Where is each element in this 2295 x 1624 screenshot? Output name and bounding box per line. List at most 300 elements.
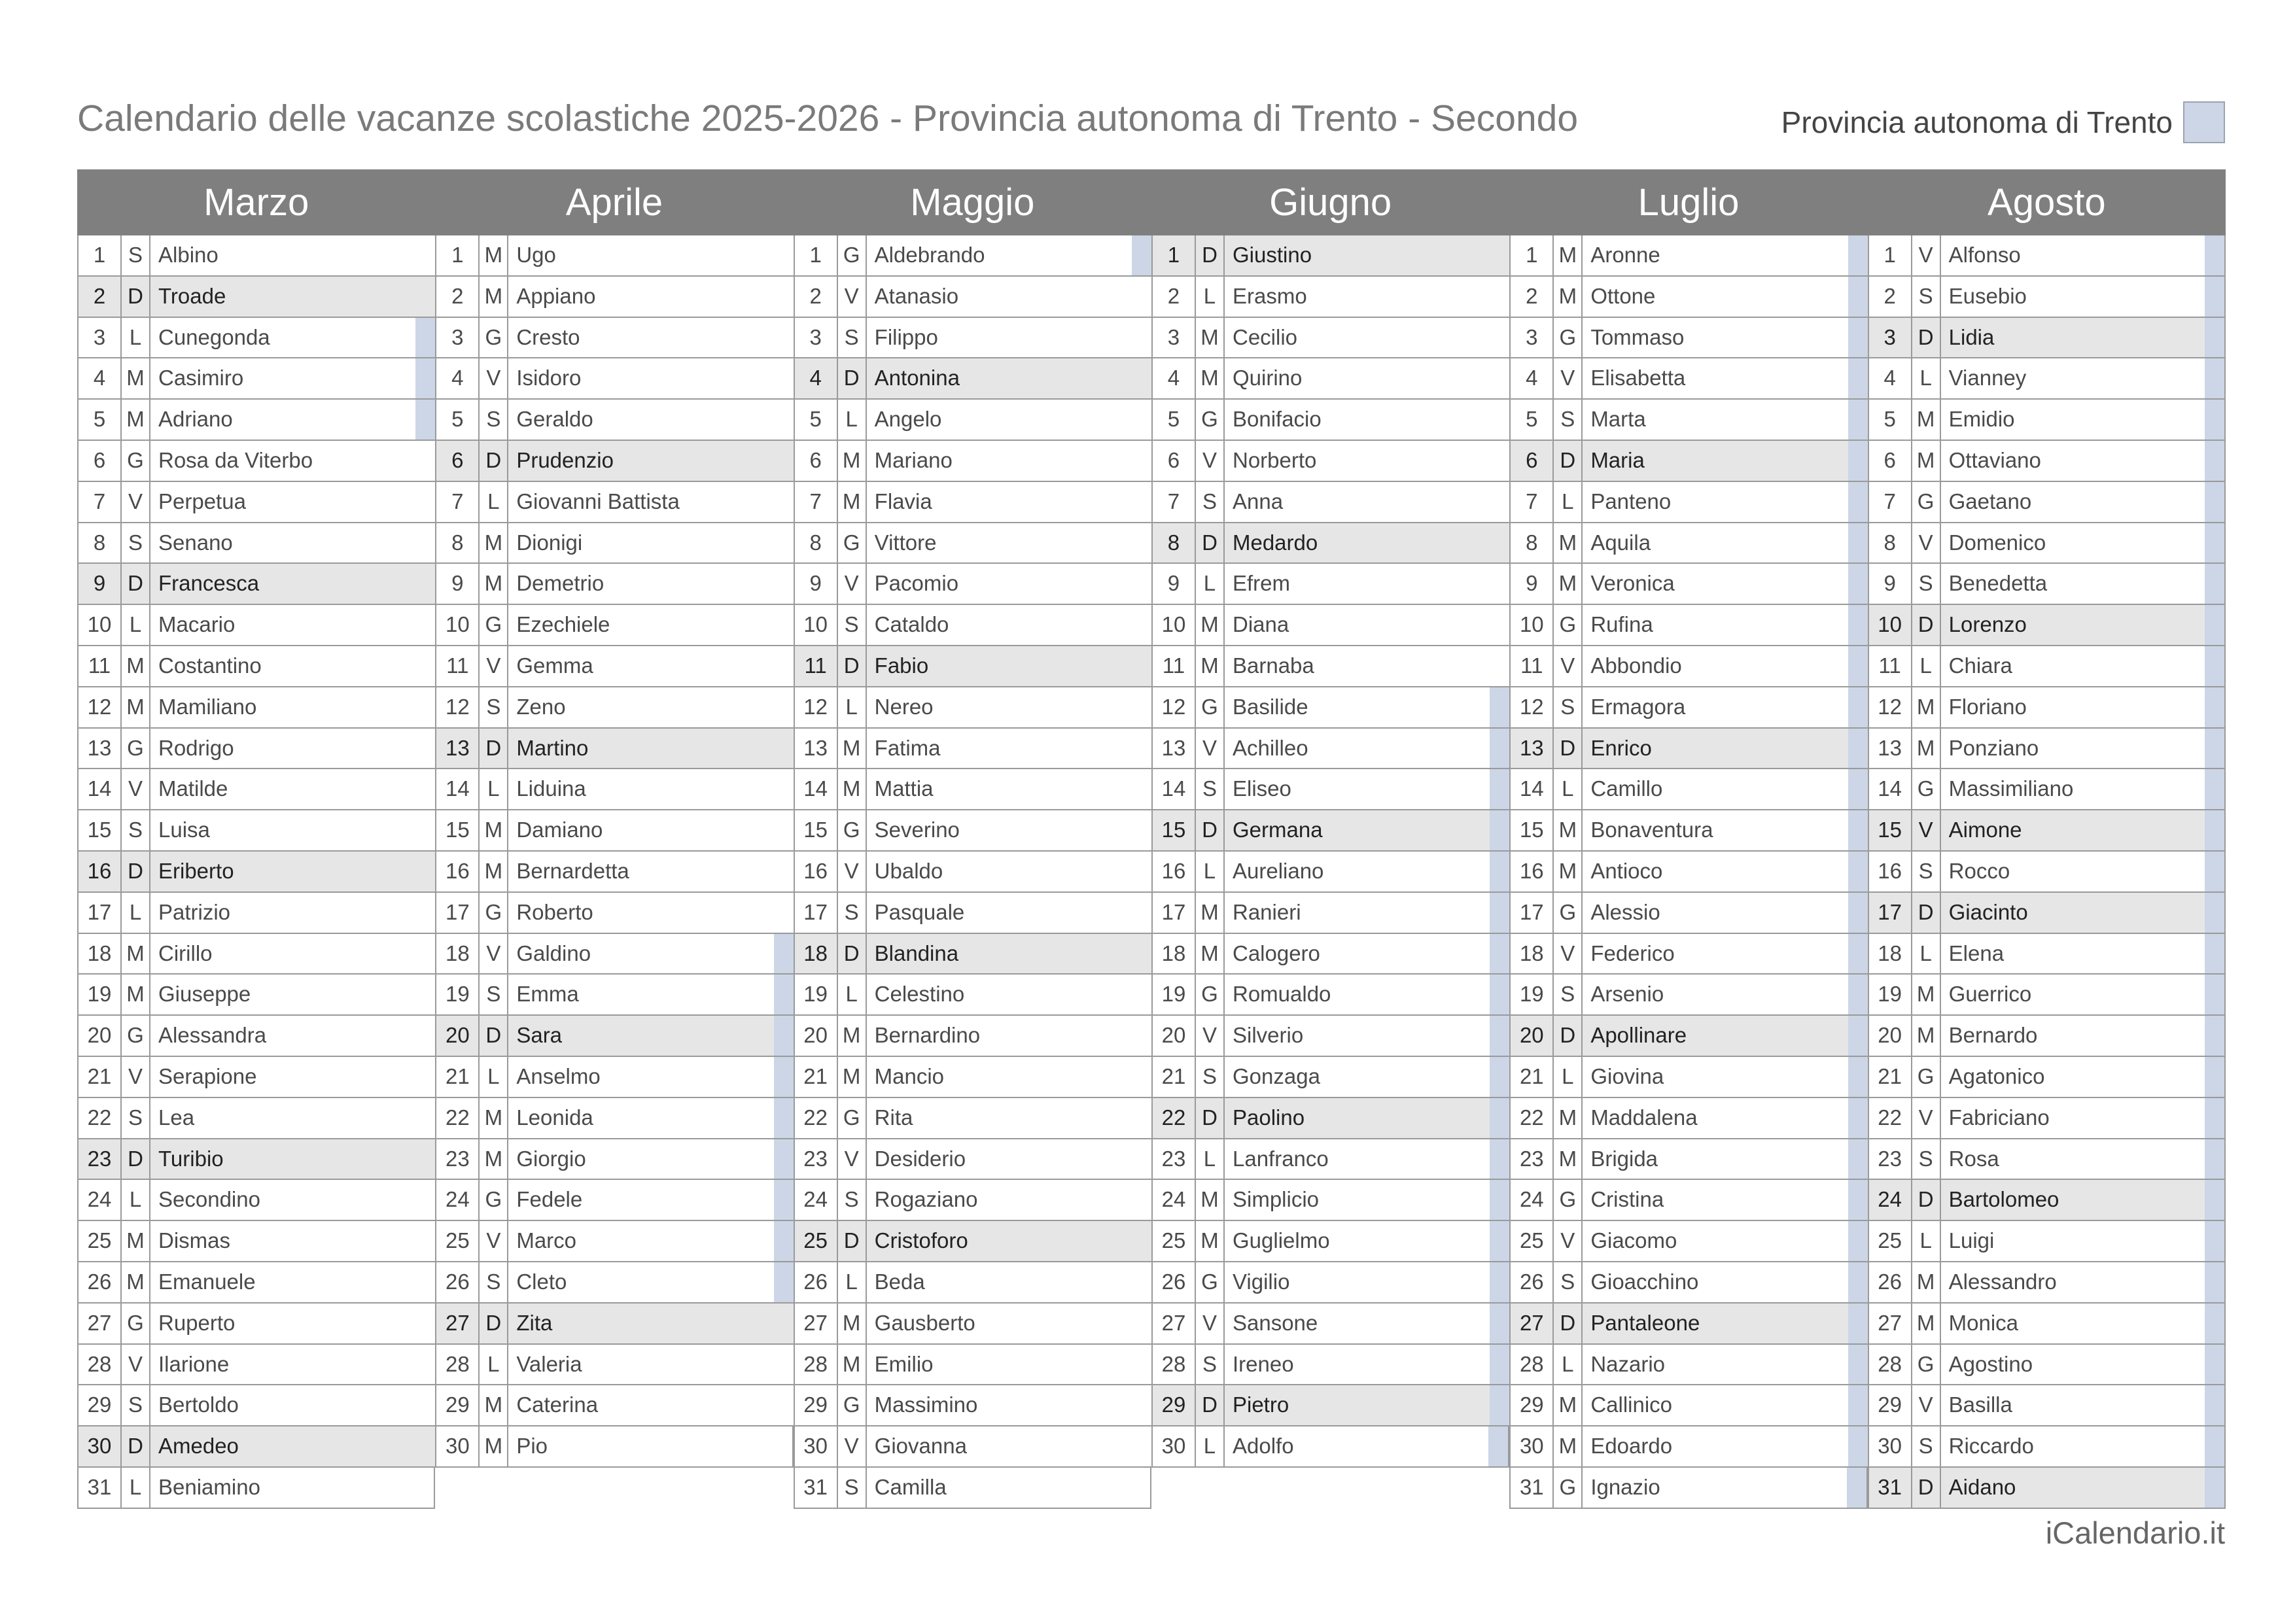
day-number: 11 <box>1511 646 1554 686</box>
saint-name: Desiderio <box>874 1146 966 1171</box>
day-number: 18 <box>79 934 122 974</box>
weekday-letter: S <box>1554 400 1583 440</box>
day-row <box>1151 810 1509 852</box>
saint-name: Mariano <box>874 447 953 472</box>
day-row <box>77 1385 435 1426</box>
day-row <box>435 1057 793 1098</box>
saint-name: Ottaviano <box>1948 447 2041 472</box>
month-column <box>1151 169 1509 1509</box>
holiday-marker <box>1848 729 1868 769</box>
saint-name: Alfonso <box>1948 243 2021 267</box>
day-row <box>1509 687 1867 729</box>
saint-name: Gaetano <box>1948 489 2032 513</box>
day-row <box>77 1221 435 1262</box>
holiday-marker <box>2205 646 2224 686</box>
weekday-letter: M <box>1554 235 1583 275</box>
holiday-marker <box>1490 729 1509 769</box>
weekday-letter: S <box>1554 1262 1583 1302</box>
saint-name: Agostino <box>1948 1351 2033 1376</box>
saint-name: Pietro <box>1232 1392 1289 1417</box>
holiday-marker <box>1490 852 1509 891</box>
day-row <box>1151 1385 1509 1426</box>
day-number: 16 <box>436 852 480 891</box>
saint-name: Cresto <box>516 324 580 349</box>
weekday-letter: V <box>122 769 150 809</box>
saint-name: Ezechiele <box>516 612 610 637</box>
weekday-letter: D <box>122 1139 150 1179</box>
weekday-letter: V <box>1196 729 1225 769</box>
saint-name: Rufina <box>1590 612 1653 637</box>
saint-name: Domenico <box>1948 530 2046 555</box>
saint-name: Alessandra <box>158 1023 267 1048</box>
saint-name: Albino <box>158 243 219 267</box>
day-number: 19 <box>1153 975 1196 1014</box>
day-number: 13 <box>795 729 838 769</box>
weekday-letter: S <box>480 400 508 440</box>
day-number: 17 <box>1511 893 1554 933</box>
holiday-marker <box>415 358 435 398</box>
weekday-letter: M <box>1196 646 1225 686</box>
holiday-marker <box>1132 235 1151 275</box>
saint-name: Ranieri <box>1232 899 1301 924</box>
day-number: 11 <box>795 646 838 686</box>
day-number: 7 <box>1869 482 1912 522</box>
day-row <box>1151 318 1509 359</box>
day-row <box>77 1016 435 1057</box>
weekday-letter: M <box>838 1304 867 1343</box>
day-number: 20 <box>1511 1016 1554 1056</box>
day-number: 13 <box>1869 729 1912 769</box>
day-row <box>77 1262 435 1304</box>
holiday-marker <box>2205 893 2224 933</box>
holiday-marker <box>1490 1139 1509 1179</box>
day-row <box>77 1468 435 1509</box>
weekday-letter: D <box>1912 605 1941 645</box>
day-number: 16 <box>1511 852 1554 891</box>
weekday-letter: S <box>1912 277 1941 317</box>
day-number: 27 <box>1869 1304 1912 1343</box>
day-row <box>1509 1262 1867 1304</box>
day-number: 8 <box>436 523 480 563</box>
day-number: 30 <box>1153 1426 1196 1466</box>
day-number: 25 <box>1869 1221 1912 1261</box>
day-row <box>1509 605 1867 646</box>
day-number: 17 <box>436 893 480 933</box>
day-number: 12 <box>1869 687 1912 727</box>
day-row <box>1509 1180 1867 1221</box>
weekday-letter: L <box>1554 1057 1583 1097</box>
weekday-letter: D <box>1912 893 1941 933</box>
month-column <box>77 169 435 1509</box>
day-row <box>1868 687 2226 729</box>
day-row <box>794 1221 1151 1262</box>
weekday-letter: L <box>1554 769 1583 809</box>
weekday-letter: D <box>1554 1304 1583 1343</box>
weekday-letter: M <box>838 482 867 522</box>
saint-name: Secondino <box>158 1187 260 1212</box>
day-row <box>794 1385 1151 1426</box>
weekday-letter: G <box>1912 1057 1941 1097</box>
month-column <box>1868 169 2226 1509</box>
day-number: 22 <box>436 1098 480 1138</box>
weekday-letter: V <box>838 852 867 891</box>
day-number: 1 <box>795 235 838 275</box>
weekday-letter: L <box>1196 852 1225 891</box>
day-number: 8 <box>1869 523 1912 563</box>
saint-name: Gioacchino <box>1590 1269 1699 1294</box>
day-row <box>77 769 435 810</box>
weekday-letter: V <box>838 564 867 604</box>
day-number: 3 <box>1511 318 1554 358</box>
day-row <box>1868 400 2226 441</box>
weekday-letter: D <box>838 1221 867 1261</box>
weekday-letter: D <box>1196 235 1225 275</box>
saint-name: Gemma <box>516 653 593 678</box>
holiday-marker <box>1490 1180 1509 1220</box>
weekday-letter: S <box>838 605 867 645</box>
day-row <box>794 934 1151 975</box>
holiday-marker <box>1490 1016 1509 1056</box>
saint-name: Lorenzo <box>1948 612 2027 637</box>
weekday-letter: S <box>838 318 867 358</box>
legend <box>1781 99 2225 145</box>
day-row <box>794 1345 1151 1386</box>
saint-name: Luisa <box>158 818 210 842</box>
weekday-letter: M <box>122 934 150 974</box>
saint-name: Mancio <box>874 1063 945 1088</box>
day-number: 21 <box>79 1057 122 1097</box>
holiday-marker <box>774 934 794 974</box>
day-number: 5 <box>1511 400 1554 440</box>
saint-name: Apollinare <box>1590 1023 1687 1048</box>
saint-name: Basilide <box>1232 694 1308 719</box>
day-number: 27 <box>79 1304 122 1343</box>
holiday-marker <box>1848 277 1868 317</box>
day-row <box>77 852 435 893</box>
saint-name: Beniamino <box>158 1474 260 1499</box>
day-row <box>1868 277 2226 318</box>
page-title: Calendario delle vacanze scolastiche 2025-2026 - Provincia autonoma di Trento - Secondo <box>77 97 1579 139</box>
day-number: 25 <box>1511 1221 1554 1261</box>
day-number: 5 <box>1153 400 1196 440</box>
holiday-marker <box>1848 934 1868 974</box>
day-number: 22 <box>795 1098 838 1138</box>
holiday-marker <box>2205 235 2224 275</box>
day-row <box>1151 277 1509 318</box>
weekday-letter: L <box>838 400 867 440</box>
holiday-marker <box>1848 1345 1868 1385</box>
day-row <box>794 687 1151 729</box>
holiday-marker <box>1490 687 1509 727</box>
saint-name: Ubaldo <box>874 858 943 883</box>
day-number: 2 <box>1869 277 1912 317</box>
weekday-letter: G <box>1554 893 1583 933</box>
weekday-letter: G <box>1196 687 1225 727</box>
weekday-letter: D <box>1912 1468 1941 1508</box>
weekday-letter: V <box>1554 1221 1583 1261</box>
day-row <box>794 235 1151 277</box>
day-row <box>1868 1139 2226 1181</box>
day-row <box>1868 893 2226 934</box>
day-row <box>435 1016 793 1057</box>
day-row <box>435 1180 793 1221</box>
weekday-letter: V <box>1196 1304 1225 1343</box>
saint-name: Caterina <box>516 1392 599 1417</box>
month-header: Aprile <box>435 169 793 235</box>
holiday-marker <box>1848 523 1868 563</box>
day-number: 2 <box>436 277 480 317</box>
day-number: 30 <box>1511 1426 1554 1466</box>
weekday-letter: M <box>1912 1262 1941 1302</box>
holiday-marker <box>2205 852 2224 891</box>
day-row <box>1868 1385 2226 1426</box>
day-row <box>1868 605 2226 646</box>
day-number: 11 <box>79 646 122 686</box>
saint-name: Serapione <box>158 1063 257 1088</box>
saint-name: Erasmo <box>1232 283 1307 308</box>
day-row <box>77 810 435 852</box>
weekday-letter: M <box>1196 1180 1225 1220</box>
saint-name: Romualdo <box>1232 982 1331 1007</box>
saint-name: Celestino <box>874 982 965 1007</box>
saint-name: Lidia <box>1948 324 1995 349</box>
day-row <box>1868 1016 2226 1057</box>
day-row <box>1151 358 1509 400</box>
day-row <box>1509 1304 1867 1345</box>
saint-name: Bernardino <box>874 1023 981 1048</box>
weekday-letter: V <box>122 1345 150 1385</box>
weekday-letter: L <box>838 975 867 1014</box>
day-number: 24 <box>79 1180 122 1220</box>
day-row <box>77 235 435 277</box>
day-row <box>77 934 435 975</box>
day-row <box>435 1426 793 1468</box>
holiday-marker <box>1848 646 1868 686</box>
day-number: 30 <box>436 1426 480 1466</box>
day-number: 22 <box>1511 1098 1554 1138</box>
weekday-letter: S <box>122 810 150 850</box>
weekday-letter: D <box>1554 441 1583 481</box>
holiday-marker <box>1848 564 1868 604</box>
legend-swatch <box>2183 101 2225 143</box>
saint-name: Giustino <box>1232 243 1312 267</box>
day-number: 9 <box>795 564 838 604</box>
weekday-letter: G <box>838 235 867 275</box>
day-number: 29 <box>1511 1385 1554 1425</box>
day-row <box>1151 934 1509 975</box>
day-number: 5 <box>79 400 122 440</box>
holiday-marker <box>2205 1139 2224 1179</box>
weekday-letter: V <box>838 277 867 317</box>
saint-name: Troade <box>158 283 226 308</box>
weekday-letter: M <box>122 400 150 440</box>
saint-name: Costantino <box>158 653 262 678</box>
saint-name: Ermagora <box>1590 694 1686 719</box>
day-number: 25 <box>436 1221 480 1261</box>
saint-name: Aureliano <box>1232 858 1324 883</box>
saint-name: Anselmo <box>516 1063 601 1088</box>
holiday-marker <box>1848 1057 1868 1097</box>
weekday-letter: G <box>480 1180 508 1220</box>
holiday-marker <box>2205 1098 2224 1138</box>
day-number: 17 <box>79 893 122 933</box>
day-number: 28 <box>795 1345 838 1385</box>
weekday-letter: G <box>1196 400 1225 440</box>
day-row <box>1509 1468 1867 1509</box>
weekday-letter: V <box>838 1139 867 1179</box>
weekday-letter: L <box>1912 934 1941 974</box>
saint-name: Ugo <box>516 243 556 267</box>
day-number: 15 <box>79 810 122 850</box>
day-row <box>794 1016 1151 1057</box>
saint-name: Guglielmo <box>1232 1228 1330 1253</box>
day-row <box>77 1304 435 1345</box>
saint-name: Giovanni Battista <box>516 489 680 513</box>
saint-name: Mattia <box>874 776 934 801</box>
holiday-marker <box>2205 441 2224 481</box>
weekday-letter: M <box>480 1385 508 1425</box>
holiday-marker <box>1848 1139 1868 1179</box>
day-row <box>77 1426 435 1468</box>
day-number: 24 <box>1511 1180 1554 1220</box>
day-row <box>435 523 793 564</box>
day-row <box>77 729 435 770</box>
saint-name: Antonina <box>874 366 960 390</box>
day-row <box>1509 1221 1867 1262</box>
weekday-letter: M <box>1554 523 1583 563</box>
saint-name: Turibio <box>158 1146 224 1171</box>
holiday-marker <box>774 1180 794 1220</box>
day-row <box>1868 1180 2226 1221</box>
day-number: 10 <box>79 605 122 645</box>
weekday-letter: D <box>1196 523 1225 563</box>
saint-name: Rogaziano <box>874 1187 978 1212</box>
day-number: 5 <box>1869 400 1912 440</box>
day-number: 4 <box>1869 358 1912 398</box>
day-row <box>1868 235 2226 277</box>
day-number: 21 <box>436 1057 480 1097</box>
day-number: 16 <box>1869 852 1912 891</box>
day-row <box>435 318 793 359</box>
weekday-letter: L <box>1554 482 1583 522</box>
day-number: 10 <box>1869 605 1912 645</box>
holiday-marker <box>1490 975 1509 1014</box>
holiday-marker <box>774 1221 794 1261</box>
day-number: 10 <box>1511 605 1554 645</box>
saint-name: Aidano <box>1948 1474 2016 1499</box>
weekday-letter: M <box>480 1426 508 1466</box>
saint-name: Veronica <box>1590 571 1675 596</box>
day-number: 21 <box>795 1057 838 1097</box>
weekday-letter: S <box>838 1468 867 1508</box>
weekday-letter: M <box>1912 975 1941 1014</box>
day-number: 19 <box>1869 975 1912 1014</box>
day-number: 6 <box>436 441 480 481</box>
day-number: 4 <box>436 358 480 398</box>
weekday-letter: V <box>838 1426 867 1466</box>
day-row <box>1509 358 1867 400</box>
day-number: 14 <box>1153 769 1196 809</box>
day-row <box>794 358 1151 400</box>
weekday-letter: M <box>838 769 867 809</box>
weekday-letter: M <box>1554 1098 1583 1138</box>
saint-name: Floriano <box>1948 694 2027 719</box>
day-row <box>1151 1016 1509 1057</box>
day-row <box>794 1262 1151 1304</box>
saint-name: Elisabetta <box>1590 366 1686 390</box>
weekday-letter: G <box>1912 1345 1941 1385</box>
weekday-letter: S <box>122 523 150 563</box>
day-number: 17 <box>795 893 838 933</box>
saint-name: Ruperto <box>158 1310 236 1335</box>
saint-name: Germana <box>1232 818 1323 842</box>
day-row <box>435 975 793 1016</box>
saint-name: Ponziano <box>1948 735 2039 760</box>
saint-name: Pantaleone <box>1590 1310 1700 1335</box>
weekday-letter: S <box>122 1098 150 1138</box>
holiday-marker <box>2205 1304 2224 1343</box>
saint-name: Emilio <box>874 1351 934 1376</box>
saint-name: Damiano <box>516 818 603 842</box>
day-number: 16 <box>795 852 838 891</box>
day-number: 12 <box>795 687 838 727</box>
day-row <box>435 400 793 441</box>
month-header: Maggio <box>794 169 1151 235</box>
day-number: 23 <box>436 1139 480 1179</box>
saint-name: Giacinto <box>1948 899 2028 924</box>
weekday-letter: G <box>1912 482 1941 522</box>
day-row <box>1509 482 1867 523</box>
day-number: 2 <box>1511 277 1554 317</box>
day-row <box>435 769 793 810</box>
saint-name: Bartolomeo <box>1948 1187 2059 1212</box>
day-row <box>435 235 793 277</box>
day-number: 10 <box>795 605 838 645</box>
weekday-letter: G <box>838 1385 867 1425</box>
weekday-letter: G <box>1912 769 1941 809</box>
saint-name: Nazario <box>1590 1351 1666 1376</box>
weekday-letter: M <box>1554 564 1583 604</box>
day-row <box>794 277 1151 318</box>
day-row <box>1509 646 1867 687</box>
saint-name: Cecilio <box>1232 324 1298 349</box>
weekday-letter: M <box>838 1345 867 1385</box>
day-number: 21 <box>1511 1057 1554 1097</box>
saint-name: Fatima <box>874 735 941 760</box>
weekday-letter: V <box>122 482 150 522</box>
day-number: 18 <box>795 934 838 974</box>
saint-name: Paolino <box>1232 1105 1305 1130</box>
holiday-marker <box>2205 523 2224 563</box>
day-number: 14 <box>1511 769 1554 809</box>
day-number: 31 <box>795 1468 838 1508</box>
day-row <box>435 1221 793 1262</box>
weekday-letter: M <box>1554 1426 1583 1466</box>
day-row <box>77 441 435 482</box>
day-number: 6 <box>1511 441 1554 481</box>
saint-name: Emanuele <box>158 1269 256 1294</box>
day-row <box>794 605 1151 646</box>
holiday-marker <box>1848 1385 1868 1425</box>
saint-name: Patrizio <box>158 899 231 924</box>
legend-label: Provincia autonoma di Trento <box>1781 105 2173 139</box>
holiday-marker <box>1848 1304 1868 1343</box>
day-number: 27 <box>436 1304 480 1343</box>
weekday-letter: M <box>122 687 150 727</box>
day-row <box>794 1468 1151 1509</box>
weekday-letter: L <box>480 769 508 809</box>
holiday-marker <box>2205 1180 2224 1220</box>
